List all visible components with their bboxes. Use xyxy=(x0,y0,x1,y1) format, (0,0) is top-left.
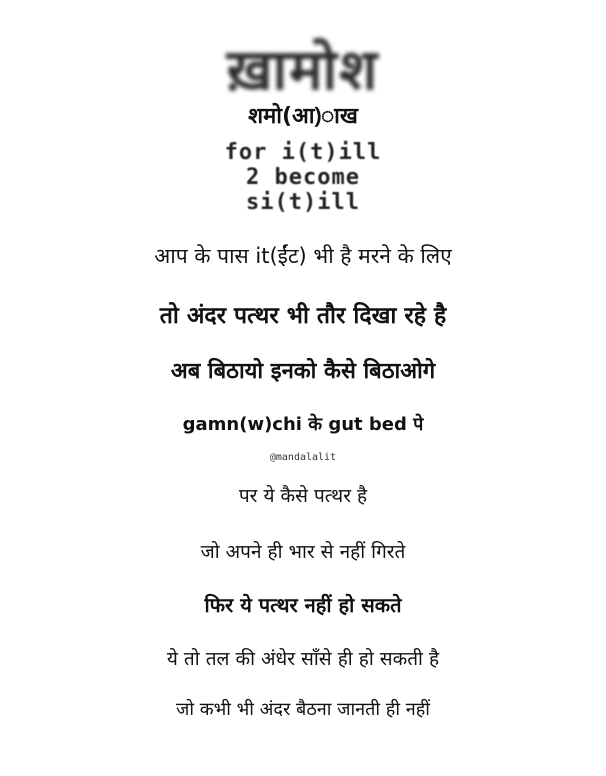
poem-line-2: तो अंदर पत्थर भी तौर दिखा रहे है xyxy=(159,303,447,329)
author-watermark: @mandalalit xyxy=(269,452,337,463)
poem-title: ख़ामोश xyxy=(226,38,380,103)
poem-line-7: फिर ये पत्थर नहीं हो सकते xyxy=(204,593,402,617)
english-line-1: for i(t)ill xyxy=(224,140,382,165)
poem-line-4: gamn(w)chi के gut bed पे xyxy=(182,414,424,435)
poem-subtitle: शमो(आ)ाख xyxy=(248,104,358,129)
poem-line-8: ये तो तल की अंधेर साँसे ही हो सकती है xyxy=(166,648,440,670)
poem-line-1: आप के पास it(ईंट) भी है मरने के लिए xyxy=(154,244,452,268)
english-line-2: 2 become xyxy=(246,165,360,190)
english-line-3: si(t)ill xyxy=(246,190,360,215)
poem-line-6: जो अपने ही भार से नहीं गिरते xyxy=(200,541,406,563)
poem-line-5: पर ये कैसे पत्थर है xyxy=(238,485,368,507)
poem-line-9: जो कभी भी अंदर बैठना जानती ही नहीं xyxy=(176,699,430,720)
poem-line-3: अब बिठायो इनको कैसे बिठाओगे xyxy=(170,359,436,384)
